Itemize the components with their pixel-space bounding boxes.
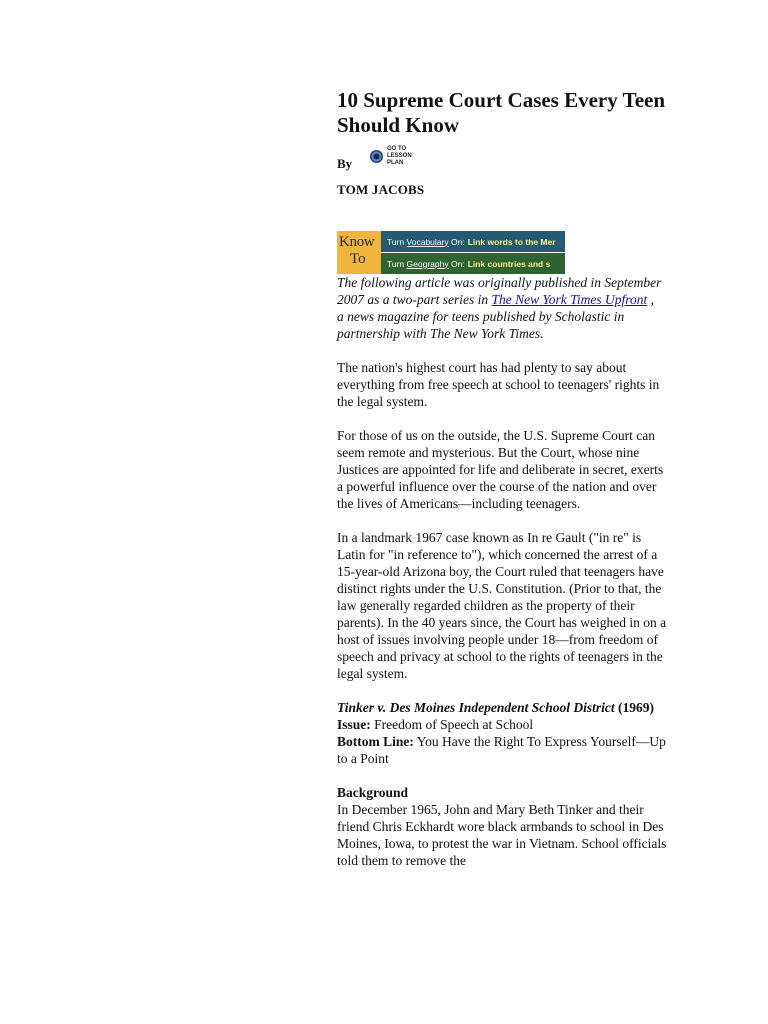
banner-logo <box>337 231 381 274</box>
case-year: (1969) <box>618 700 655 715</box>
banner-logo-line2: To <box>350 251 366 267</box>
vocab-word: Vocabulary <box>406 236 449 247</box>
case-name: Tinker v. Des Moines Independent School District <box>337 700 615 715</box>
know-banner <box>337 231 565 274</box>
vocab-on: On: <box>450 236 465 247</box>
paragraph-1: The nation's highest court has had plenty to say about everything from free speech at school to teenagers' rights in the legal system. <box>337 360 660 409</box>
lesson-plan-label: GO TO LESSON PLAN <box>387 146 412 166</box>
vocabulary-toggle-button[interactable] <box>381 231 565 253</box>
geography-toggle-button[interactable] <box>381 253 565 274</box>
vocab-description: Link words to the Mer <box>467 236 556 247</box>
intro-second-line: a news magazine for teens published by Scholastic in partnership with The New York Times. <box>337 309 625 341</box>
intro-text: The following article was originally published in September 2007 as a two-part series in <box>337 275 662 307</box>
geo-turn: Turn <box>387 258 405 269</box>
geo-description: Link countries and s <box>467 258 551 269</box>
banner-logo-line1: Know <box>339 234 375 250</box>
upfront-link[interactable]: The New York Times Upfront <box>491 292 648 307</box>
lesson-plan-link[interactable] <box>370 146 427 167</box>
author-name: TOM JACOBS <box>337 182 425 197</box>
geo-word: Geography <box>406 258 449 269</box>
byline-label: By <box>337 156 353 171</box>
article-title: 10 Supreme Court Cases Every Teen Should Know <box>337 88 666 137</box>
case-bottom-line <box>337 733 667 767</box>
byline-row <box>337 146 667 176</box>
banner-toggles <box>381 231 565 274</box>
background-text: In December 1965, John and Mary Beth Tinker and their friend Chris Eckhardt wore black armbands to school in Des Moines, Iowa, to protest the war in Vietnam. School officials told them to remove the <box>337 802 667 868</box>
lesson-plan-icon <box>370 150 383 163</box>
paragraph-2: For those of us on the outside, the U.S. Supreme Court can seem remote and mysterious. But the Court, whose nine Justices are appointed for life and deliberate in secret, exerts a powerful influence over the course of the nation and over the lives of Americans—including teenagers. <box>337 428 664 511</box>
background-heading: Background <box>337 785 409 800</box>
bottom-line-label: Bottom Line: <box>337 734 414 749</box>
issue-label: Issue: <box>337 717 371 732</box>
bottom-line-text: You Have the Right To Express Yourself—Up to a Point <box>337 734 666 766</box>
geo-on: On: <box>450 258 465 269</box>
case-issue <box>337 716 667 733</box>
paragraph-3: In a landmark 1967 case known as In re Gault ("in re" is Latin for "in reference to"), which concerned the arrest of a 15-year-old Arizona boy, the Court ruled that teenagers have distinct rights under the U.S. Constitution. (Prior to that, the law generally regarded children as the property of their parents). In the 40 years since, the Court has weighed in on a host of issues involving people under 18—from freedom of speech and privacy at school to the rights of teenagers in the legal system. <box>337 530 667 681</box>
case-heading <box>337 699 667 716</box>
vocab-turn: Turn <box>387 236 405 247</box>
article <box>337 88 667 869</box>
intro-text-after: , <box>647 292 655 307</box>
issue-text: Freedom of Speech at School <box>374 717 534 732</box>
intro-note <box>337 274 667 342</box>
